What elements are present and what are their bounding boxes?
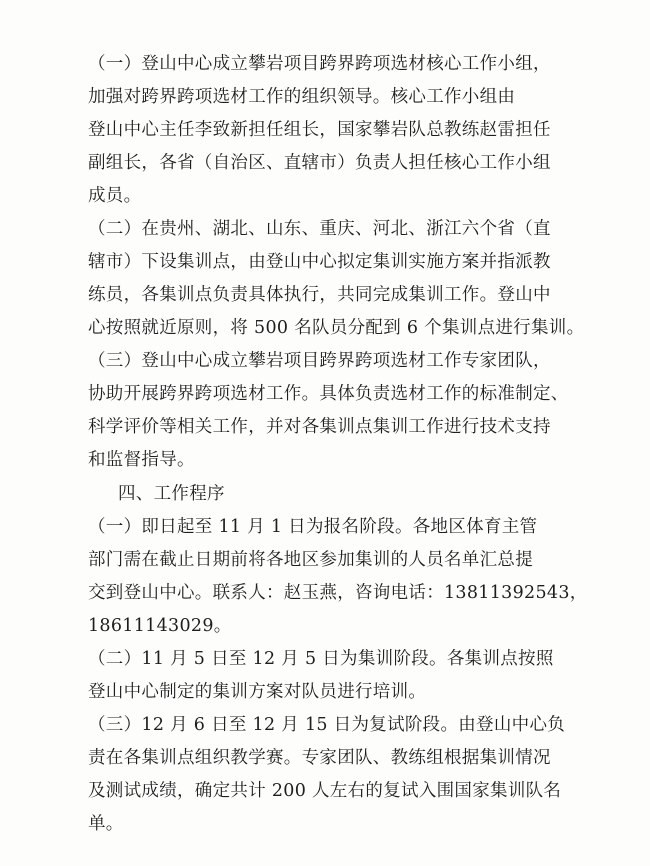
text-line: 责在各集训点组织教学赛。专家团队、教练组根据集训情况 xyxy=(88,748,551,768)
paragraph-training-sites xyxy=(88,213,588,345)
text-line: （三）12 月 6 日至 12 月 15 日为复试阶段。由登山中心负 xyxy=(88,715,566,735)
paragraph-retest-stage xyxy=(88,709,588,841)
text-line: 心按照就近原则，将 500 名队员分配到 6 个集训点进行集训。 xyxy=(88,318,585,338)
paragraph-core-working-group xyxy=(88,48,588,213)
text-line: 和监督指导。 xyxy=(88,450,195,470)
paragraph-training-stage xyxy=(88,643,588,709)
text-line: 登山中心制定的集训方案对队员进行培训。 xyxy=(88,682,427,702)
text-line: 登山中心主任李致新担任组长，国家攀岩队总教练赵雷担任 xyxy=(88,120,551,140)
text-line: 单。 xyxy=(88,814,124,834)
text-line: （一）登山中心成立攀岩项目跨界跨项选材核心工作小组， xyxy=(88,54,551,74)
document-body xyxy=(88,48,588,841)
text-line: （二）11 月 5 日至 12 月 5 日为集训阶段。各集训点按照 xyxy=(88,649,554,669)
text-line: 协助开展跨界跨项选材工作。具体负责选材工作的标准制定、 xyxy=(88,384,569,404)
text-line: 科学评价等相关工作，并对各集训点集训工作进行技术支持 xyxy=(88,417,551,437)
text-line: 18611143029。 xyxy=(88,616,232,636)
text-line: 加强对跨界跨项选材工作的组织领导。核心工作小组由 xyxy=(88,87,516,107)
text-line: （二）在贵州、湖北、山东、重庆、河北、浙江六个省（直 xyxy=(88,219,551,239)
text-line: 成员。 xyxy=(88,186,142,206)
text-line: 副组长，各省（自治区、直辖市）负责人担任核心工作小组 xyxy=(88,153,551,173)
section-heading: 四、工作程序 xyxy=(118,484,225,504)
text-line: 部门需在截止日期前将各地区参加集训的人员名单汇总提 xyxy=(88,550,533,570)
text-line: （三）登山中心成立攀岩项目跨界跨项选材工作专家团队， xyxy=(88,351,551,371)
text-line: 交到登山中心。联系人：赵玉燕，咨询电话：13811392543， xyxy=(88,583,588,603)
paragraph-expert-team xyxy=(88,345,588,477)
paragraph-registration-stage xyxy=(88,511,588,643)
text-line: 及测试成绩，确定共计 200 人左右的复试入围国家集训队名 xyxy=(88,781,562,801)
text-line: 辖市）下设集训点，由登山中心拟定集训实施方案并指派教 xyxy=(88,252,551,272)
text-line: 练员，各集训点负责具体执行，共同完成集训工作。登山中 xyxy=(88,285,551,305)
text-line: （一）即日起至 11 月 1 日为报名阶段。各地区体育主管 xyxy=(88,517,538,537)
